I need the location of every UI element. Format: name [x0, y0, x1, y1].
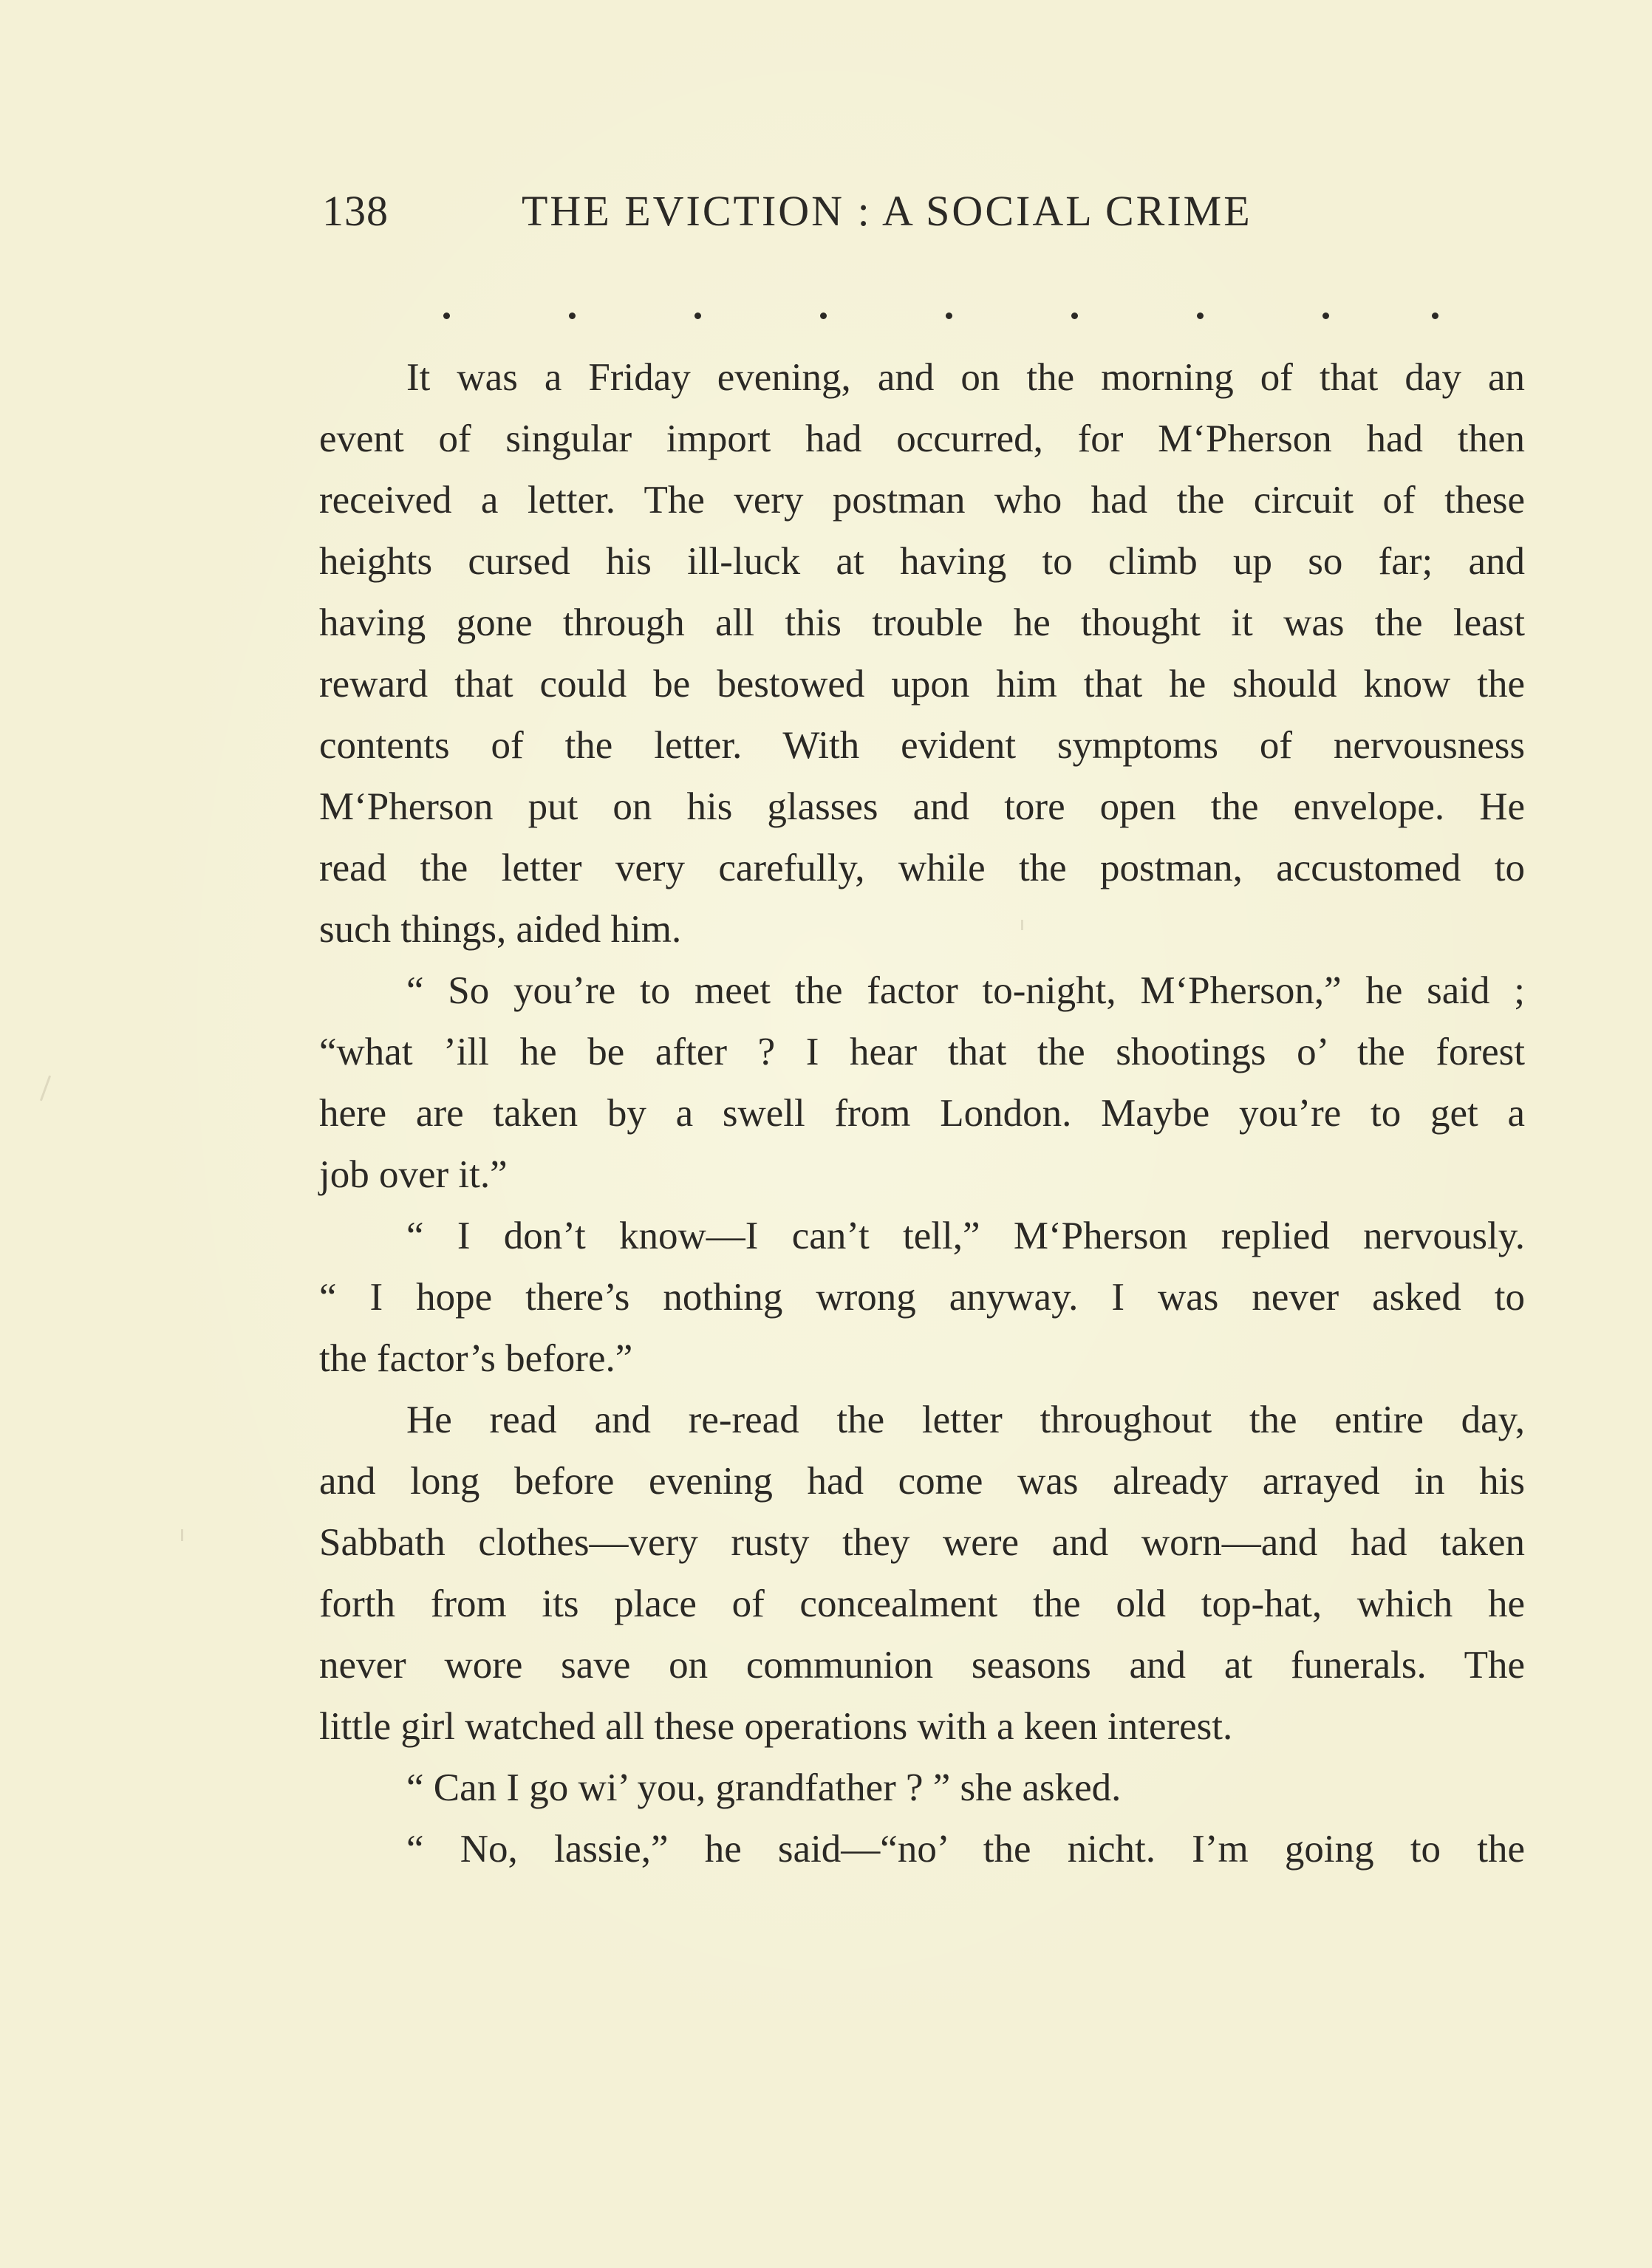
text-line: “ I hope there’s nothing wrong anyway. I was never asked to — [319, 1276, 1525, 1319]
paper-mark — [40, 1076, 51, 1101]
text-line: having gone through all this trouble he thought it was the least — [319, 601, 1525, 644]
text-line: the factor’s before.” — [319, 1337, 633, 1380]
text-line: here are taken by a swell from London. Maybe you’re to get a — [319, 1092, 1525, 1135]
running-title: THE EVICTION : A SOCIAL CRIME — [522, 187, 1252, 235]
body-text — [319, 347, 1525, 1880]
section-break-dot — [1432, 312, 1438, 319]
section-break-dot — [1071, 312, 1078, 319]
text-line: M‘Pherson put on his glasses and tore open the envelope. He — [319, 785, 1525, 828]
section-break-dots — [443, 299, 1448, 329]
section-break-dot — [569, 312, 576, 319]
text-line: such things, aided him. — [319, 908, 682, 951]
text-line: “what ’ill he be after ? I hear that the shootings o’ the forest — [319, 1031, 1525, 1073]
section-break-dot — [1322, 312, 1329, 319]
section-break-dot — [946, 312, 952, 319]
paper-mark — [181, 1529, 183, 1541]
running-head — [322, 186, 1330, 245]
text-line: “ Can I go wi’ you, grandfather ? ” she asked. — [406, 1766, 1122, 1809]
text-line: “ No, lassie,” he said—“no’ the nicht. I’m going to the — [406, 1828, 1525, 1871]
text-line: read the letter very carefully, while the postman, accustomed to — [319, 847, 1525, 889]
text-line: little girl watched all these operations with a keen interest. — [319, 1705, 1233, 1748]
paper-mark — [1021, 920, 1023, 930]
page-number: 138 — [322, 187, 389, 235]
section-break-dot — [694, 312, 701, 319]
text-line: heights cursed his ill-luck at having to climb up so far; and — [319, 540, 1525, 583]
text-line: event of singular import had occurred, for M‘Pherson had then — [319, 417, 1525, 460]
text-line: reward that could be bestowed upon him that he should know the — [319, 663, 1525, 706]
text-line: job over it.” — [319, 1153, 508, 1196]
text-line: contents of the letter. With evident symptoms of nervousness — [319, 724, 1525, 767]
text-line: and long before evening had come was already arrayed in his — [319, 1460, 1525, 1503]
text-line: forth from its place of concealment the old top-hat, which he — [319, 1582, 1525, 1625]
text-line: “ I don’t know—I can’t tell,” M‘Pherson replied nervously. — [406, 1215, 1525, 1257]
section-break-dot — [443, 312, 450, 319]
section-break-dot — [1197, 312, 1204, 319]
text-line: never wore save on communion seasons and at funerals. The — [319, 1644, 1525, 1687]
text-line: Sabbath clothes—very rusty they were and worn—and had taken — [319, 1521, 1525, 1564]
text-line: “ So you’re to meet the factor to-night, M‘Pherson,” he said ; — [406, 969, 1525, 1012]
section-break-dot — [820, 312, 827, 319]
text-line: He read and re-read the letter throughout the entire day, — [406, 1398, 1525, 1441]
text-line: received a letter. The very postman who had the circuit of these — [319, 479, 1525, 522]
text-line: It was a Friday evening, and on the morning of that day an — [406, 356, 1525, 399]
